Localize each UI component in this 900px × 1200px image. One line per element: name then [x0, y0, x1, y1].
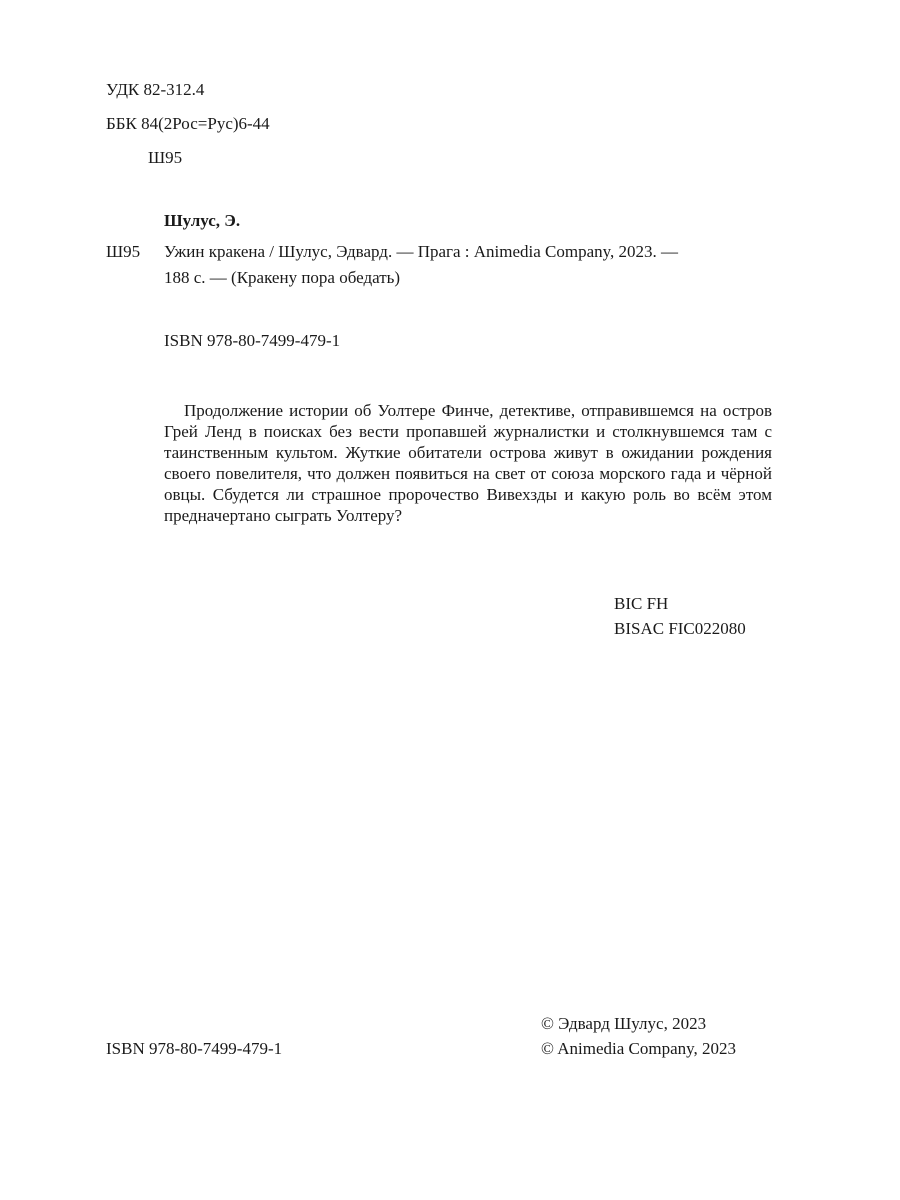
annotation: [164, 400, 772, 526]
bic-code: BIC FH: [614, 594, 669, 613]
copyright-block: [541, 1013, 736, 1060]
bisac-code: BISAC FIC022080: [614, 619, 746, 638]
annotation-text: Продолжение истории об Уолтере Финче, детективе, отправившемся на остров Грей Ленд в поисках без вести пропавшей журналистки и столкнувшемся там с таинственным культом. Жуткие обитатели острова живут в ожидании рождения своего повелителя, что должен появиться на свет от союза морского гада и чёрной овцы. Сбудется ли страшное пророчество Вивехзды и какую роль во всём этом предначертано сыграть Уолтеру?: [164, 401, 772, 525]
isbn-record: ISBN 978-80-7499-479-1: [164, 331, 341, 350]
copyright-publisher: © Animedia Company, 2023: [541, 1039, 737, 1058]
author-heading: Шулус, Э.: [164, 211, 241, 230]
subject-codes: [614, 593, 746, 640]
bbk-code: ББК 84(2Рос=Рус)6-44: [106, 114, 270, 133]
author-mark: Ш95: [148, 148, 183, 167]
udk-code: УДК 82-312.4: [106, 80, 205, 99]
copyright-author: © Эдвард Шулус, 2023: [541, 1014, 707, 1033]
title-line: Ужин кракена / Шулус, Эдвард. — Прага : Animedia Company, 2023. —: [164, 242, 679, 261]
footer-isbn: ISBN 978-80-7499-479-1: [106, 1039, 283, 1058]
record-author-mark: Ш95: [106, 242, 141, 261]
extent-line: 188 с. — (Кракену пора обедать): [164, 268, 401, 287]
